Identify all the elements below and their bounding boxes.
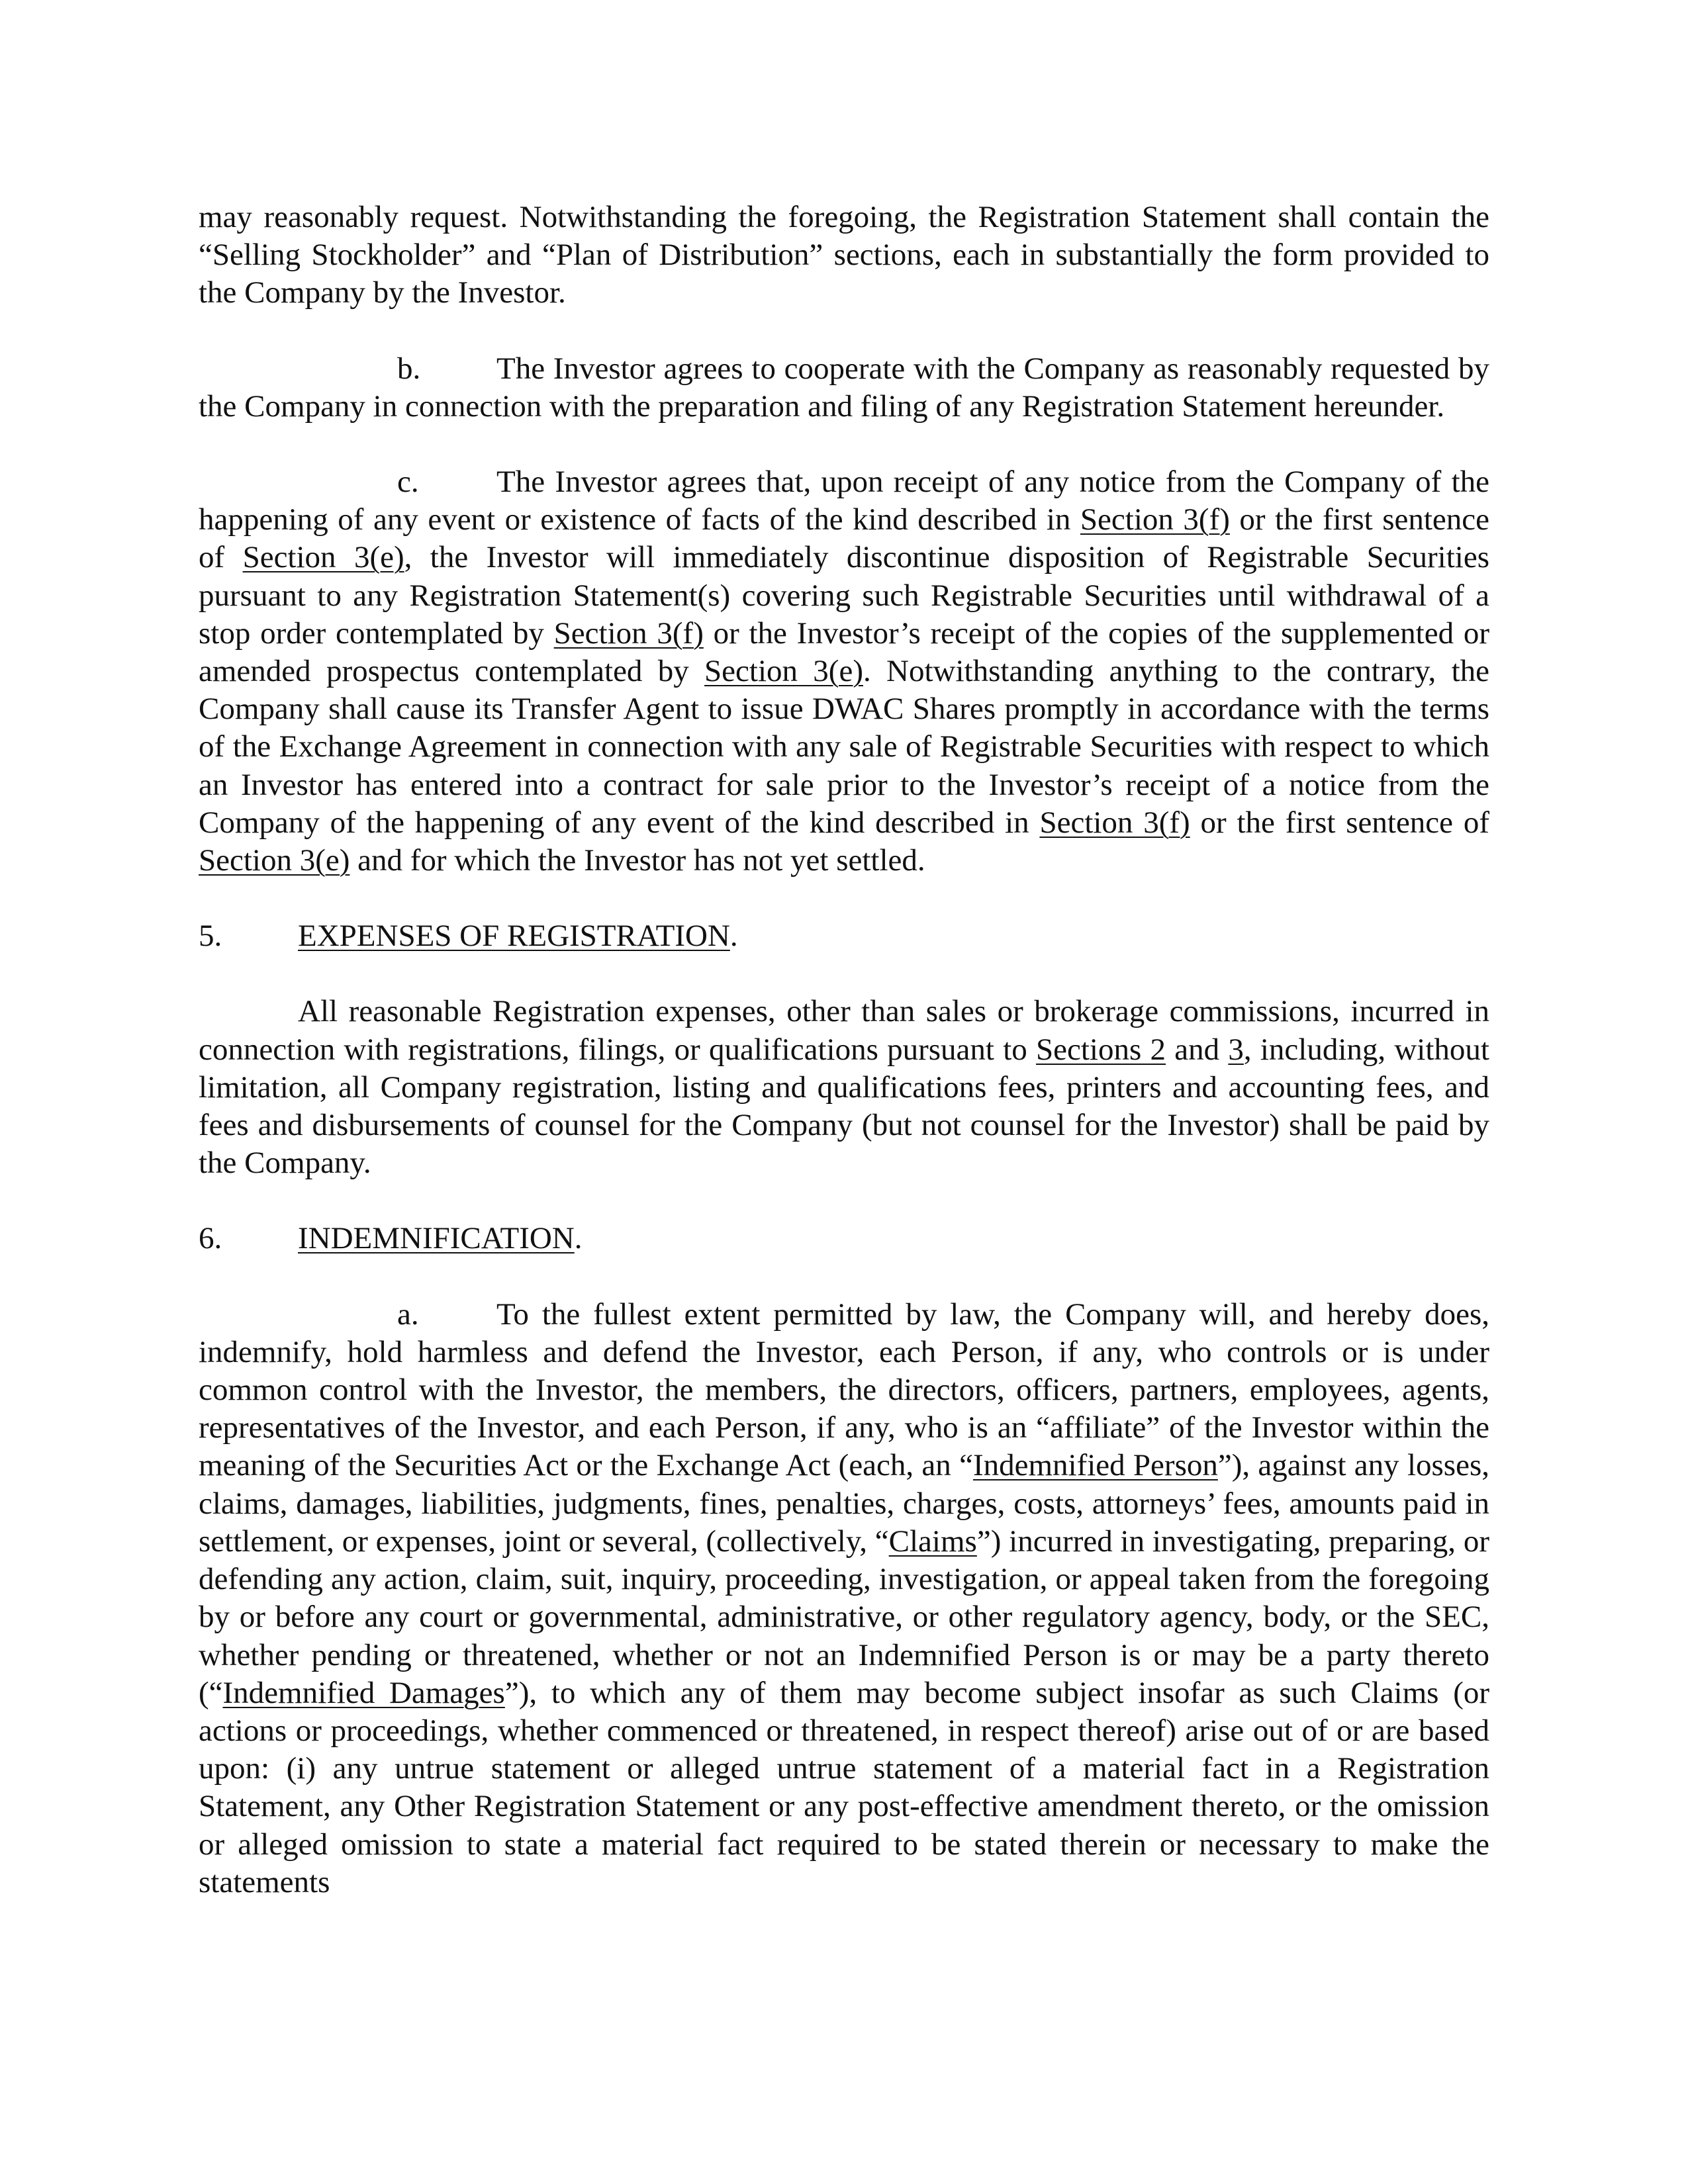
section-reference: Section 3(f) [1039, 805, 1190, 840]
text-run: . Notwithstanding anything to the contrary, the Company shall cause its Transfer Agent to issue DWAC Shares promptly in accordance with the terms of the Exchange Agreement in connection with any sale of Registrable Securities with respect to which an Investor has entered into a contract for sale prior to the Investor’s receipt of a notice from the Company of the happening of any event of the kind described in [199, 654, 1490, 840]
paragraph-4b-text: The Investor agrees to cooperate with the Company as reasonably requested by the Company in connection with the preparation and filing of any Registration Statement hereunder. [199, 351, 1489, 424]
section-reference: Section 3(e) [199, 843, 350, 878]
subsection-letter-c: c. [397, 465, 419, 500]
paragraph-intro [199, 199, 1489, 312]
section-5-body [199, 993, 1489, 1182]
paragraph-6a [199, 1296, 1489, 1901]
text-run: All reasonable Registration expenses, other than sales or brokerage commissions, incurred in connection with registrations, filings, or qualifications pursuant to [199, 994, 1489, 1067]
document-page [199, 199, 1489, 1901]
text-run: or the first sentence of [199, 502, 1490, 575]
text-run: ”), against any losses, claims, damages, liabilities, judgments, fines, penalties, charges, costs, attorneys’ fees, amounts paid in settlement, or expenses, joint or several, (collectively, “ [199, 1448, 1489, 1559]
text-run: , the Investor will immediately discontinue disposition of Registrable Securities pursuant to any Registration Statement(s) covering such Registrable Securities until withdrawal of a stop order contemplated by [199, 540, 1490, 651]
text-run: , including, without limitation, all Company registration, listing and qualifications fees, printers and accounting fees, and fees and disbursements of counsel for the Company (but not counsel for the Investor) shall be paid by the Company. [199, 1032, 1489, 1181]
text-run: ”) incurred in investigating, preparing, or defending any action, claim, suit, inquiry, proceeding, investigation, or appeal taken from the foregoing by or before any court or governmental, administrative, or other regulatory agency, body, or the SEC, whether pending or threatened, whether or not an Indemnified Person is or may be a party thereto (“ [199, 1524, 1489, 1710]
section-number: 6. [199, 1221, 222, 1256]
section-reference: Sections 2 [1036, 1032, 1166, 1067]
paragraph-gap [199, 312, 1489, 350]
text-run: and [1166, 1032, 1229, 1067]
paragraph-gap [199, 1182, 1489, 1220]
section-title: EXPENSES OF REGISTRATION [298, 919, 730, 954]
paragraph-gap [199, 880, 1489, 917]
section-6-heading [199, 1220, 1489, 1257]
text-run: To the fullest extent permitted by law, the Company will, and hereby does, indemnify, hold harmless and defend the Investor, each Person, if any, who controls or is under common control with the Investor, the members, the directors, officers, partners, employees, agents, representatives of the Investor, and each Person, if any, who is an “affiliate” of the Investor within the meaning of the Securities Act or the Exchange Act (each, an “ [199, 1297, 1489, 1483]
subsection-letter-b: b. [397, 351, 421, 386]
paragraph-gap [199, 1258, 1489, 1296]
section-title: INDEMNIFICATION [298, 1221, 575, 1256]
defined-term: Indemnified Damages [222, 1675, 505, 1710]
section-reference: Section 3(e) [242, 540, 404, 575]
text-run: ”), to which any of them may become subject insofar as such Claims (or actions or proceedings, whether commenced or threatened, in respect thereof) arise out of or are based upon: (i) any untrue statement or alleged untrue statement of a material fact in a Registration Statement, any Other Registration Statement or any post-effective amendment thereto, or the omission or alleged omission to state a material fact required to be stated therein or necessary to make the statements [199, 1675, 1489, 1899]
defined-term: Indemnified Person [972, 1448, 1218, 1483]
paragraph-gap [199, 426, 1489, 463]
paragraph-intro-text: may reasonably request. Notwithstanding the foregoing, the Registration Statement shall contain the “Selling Stockholder” and “Plan of Distribution” sections, each in substantially the form provided to the Company by the Investor. [199, 200, 1489, 310]
section-reference: 3 [1228, 1032, 1244, 1067]
text-run: and for which the Investor has not yet settled. [350, 843, 925, 878]
section-5-heading [199, 917, 1489, 955]
paragraph-4c [199, 463, 1489, 880]
section-reference: Section 3(f) [1080, 502, 1230, 537]
text-run: or the Investor’s receipt of the copies of the supplemented or amended prospectus contemplated by [199, 615, 1489, 689]
text-run: The Investor agrees that, upon receipt of any notice from the Company of the happening of any event or existence of facts of the kind described in [199, 465, 1489, 537]
section-reference: Section 3(e) [704, 654, 863, 689]
section-title-wrap [298, 917, 738, 955]
paragraph-gap [199, 955, 1489, 993]
section-title-period: . [574, 1221, 583, 1256]
section-title-wrap [298, 1220, 583, 1257]
text-run: or the first sentence of [1190, 805, 1489, 840]
subsection-letter-a: a. [397, 1297, 419, 1332]
section-number: 5. [199, 919, 222, 954]
section-reference: Section 3(f) [553, 615, 704, 651]
paragraph-4b [199, 350, 1489, 426]
defined-term: Claims [888, 1524, 977, 1559]
section-title-period: . [729, 919, 738, 954]
